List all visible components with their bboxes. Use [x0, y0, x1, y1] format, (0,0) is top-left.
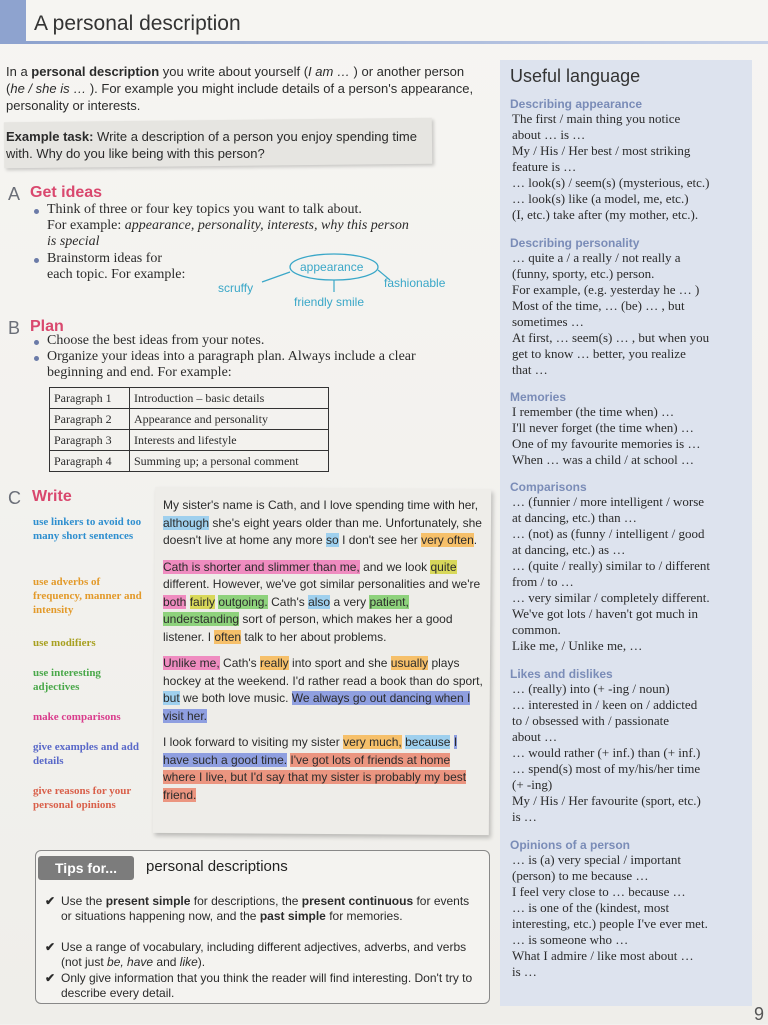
table-row [50, 451, 329, 472]
highlight-linker: so [326, 533, 339, 547]
tip-3 [45, 971, 475, 1001]
essay-text: My sister's name is Cath, and I love spending time with her, [163, 498, 479, 512]
table-row [50, 409, 329, 430]
section-a-letter: A [8, 184, 21, 204]
tip-italic: be, have [107, 955, 154, 969]
tip-italic: like [179, 955, 198, 969]
bullet-text: beginning and end. For example: [47, 365, 232, 380]
ul-category-opinions: Opinions of a person [510, 838, 631, 852]
essay-text: we both love music. [179, 691, 292, 705]
example-task-label: Example task: [6, 129, 94, 144]
section-c-title: Write [32, 488, 72, 505]
essay-text: . [473, 533, 478, 547]
check-icon: ✔ [45, 894, 56, 908]
table-cell: Paragraph 3 [50, 430, 130, 451]
highlight-linker: because [405, 735, 451, 749]
bullet-text: Brainstorm ideas for [47, 251, 163, 266]
highlight-adverb: often [214, 629, 242, 644]
intro-paragraph [6, 63, 476, 114]
tips-title: personal descriptions [146, 858, 288, 875]
tip-bold: present simple [105, 894, 191, 908]
highlight-modifier: fairly [189, 594, 216, 609]
bullet-text: Think of three or four key topics you want to talk about. [47, 202, 362, 217]
tip-text: ). [197, 955, 206, 969]
intro-italic: I am … [308, 64, 350, 79]
essay-text: into sport and she [288, 656, 391, 670]
section-a-title: Get ideas [30, 184, 103, 201]
section-b-title: Plan [30, 318, 64, 335]
intro-text: In a [6, 64, 32, 79]
table-row [50, 430, 329, 451]
example-task [6, 128, 426, 162]
tip-bold: past simple [259, 909, 326, 923]
highlight-adjective: outgoing. [218, 594, 268, 609]
table-cell: Paragraph 2 [50, 409, 130, 430]
intro-text: ). For example you might include details of a person's appearance, personality or interests. [6, 81, 474, 113]
bullet-dot [34, 340, 39, 345]
section-b-bullet-1: Choose the best ideas from your notes. [47, 333, 265, 348]
tip-bold: present continuous [301, 894, 414, 908]
sample-essay [163, 497, 485, 813]
mindmap-left: scruffy [218, 281, 254, 295]
mindmap-line-left [262, 272, 290, 282]
highlight-adjective: patient, understanding [163, 594, 409, 626]
highlight-example: I have such a good time. [163, 735, 458, 767]
highlight-example: We always go out dancing when I visit her. [163, 691, 471, 723]
check-icon: ✔ [45, 940, 56, 954]
highlight-linker: although [163, 515, 210, 530]
linker-note-linkers: use linkers to avoid too many short sentences [33, 516, 142, 542]
ul-category-personality: Describing personality [510, 236, 640, 250]
highlight-reason: I've got lots of friends at home where I live, but I'd say that my sister is probably my best friend. [163, 752, 467, 802]
ul-phrases-appearance: The first / main thing you notice about … is … My / His / Her best / most striking feature is … … look(s) / seem(s) (mysterious, etc.) … look(s) like (a model, me, etc.) (I, etc.) take after (my mother, etc.). [512, 111, 710, 222]
highlight-modifier: quite [430, 559, 457, 574]
table-row [50, 388, 329, 409]
ul-phrases-memories: I remember (the time when) … I'll never forget (the time when) … One of my favourite memories is … When … was a child / at school … [512, 404, 701, 467]
section-c-letter: C [8, 488, 21, 508]
essay-paragraph-3 [163, 655, 485, 725]
table-cell: Paragraph 4 [50, 451, 130, 472]
tip-text: Only give information that you think the reader will find interesting. Don't try to describe every detail. [61, 971, 473, 1000]
section-b-bullet-2 [47, 349, 487, 381]
bullet-italic: appearance, personality, interests, why this person [124, 218, 409, 233]
table-cell: Introduction – basic details [130, 388, 329, 409]
highlight-adverb: very much, [343, 735, 402, 749]
essay-paragraph-2 [163, 559, 485, 647]
table-cell: Summing up; a personal comment [130, 451, 329, 472]
essay-paragraph-4 [163, 734, 485, 804]
highlight-comparison: both [163, 594, 187, 609]
tip-text: for descriptions, the [190, 894, 302, 908]
title-accent [0, 0, 26, 44]
ul-phrases-opinions: … is (a) very special / important (person) to me because … I feel very close to … because … … is one of the (kindest, most interesting, etc.) people I've ever met. … is someone who … What I admire / like most about … is … [512, 852, 708, 979]
essay-text: she's eight years older than me. Unfortunately, she doesn't live at home any more [163, 515, 482, 547]
highlight-comparison: Unlike me, [163, 656, 220, 670]
section-b-letter: B [8, 318, 21, 338]
bullet-text: Organize your ideas into a paragraph plan. Always include a clear [47, 349, 416, 364]
bullet-dot [34, 258, 39, 263]
ul-phrases-comparisons: … (funnier / more intelligent / worse at dancing, etc.) than … … (not) as (funny / intelligent / good at dancing, etc.) as … … (quite / really) similar to / different from / to … … very similar / completely different. We've got lots / haven't got much in common. Like me, / Unlike me, … [512, 494, 710, 653]
essay-text: I don't see her [338, 533, 422, 547]
linker-note-adjectives: use interesting adjectives [33, 667, 101, 693]
ul-category-comparisons: Comparisons [510, 480, 587, 494]
table-cell: Paragraph 1 [50, 388, 130, 409]
linker-note-modifiers: use modifiers [33, 637, 96, 649]
bullet-text: For example: [47, 218, 125, 233]
tips-tag: Tips for... [38, 856, 134, 880]
ul-category-appearance: Describing appearance [510, 97, 643, 111]
highlight-adverb: usually [390, 656, 429, 670]
table-cell: Appearance and personality [130, 409, 329, 430]
page-number: 9 [754, 1004, 765, 1024]
tip-text: for events or situations happening now, and the [61, 894, 470, 923]
bullet-italic: is special [47, 234, 100, 249]
paragraph-plan-table [49, 387, 329, 472]
intro-bold: personal description [31, 64, 160, 79]
ul-phrases-personality: … quite a / a really / not really a (funny, sporty, etc.) person. For example, (e.g. yesterday he … ) Most of the time, … (be) … , but sometimes … At first, … seem(s) … , but when you get to know … better, you realize that … [512, 250, 710, 377]
tip-text: for memories. [325, 909, 403, 923]
title-bar [0, 0, 768, 44]
bullet-text: each topic. For example: [47, 267, 186, 282]
mindmap-center: appearance [300, 260, 364, 274]
useful-language-title: Useful language [510, 66, 641, 86]
linker-note-comparisons: make comparisons [33, 711, 121, 723]
tip-2 [45, 940, 475, 970]
mindmap-right: fashionable [384, 276, 446, 290]
tip-1 [45, 894, 475, 924]
essay-text: different. However, we've got similar personalities and we're [163, 577, 481, 591]
intro-italic: he / she is … [10, 81, 87, 96]
table-cell: Interests and lifestyle [130, 430, 329, 451]
essay-paragraph-1 [163, 497, 485, 550]
essay-text: plays hockey at the weekend. I'd rather read a book than do sport, [163, 656, 483, 688]
linker-note-reasons: give reasons for your personal opinions [33, 785, 132, 811]
mindmap-bottom: friendly smile [294, 295, 365, 309]
essay-text: Cath's [219, 656, 260, 670]
bullet-dot [34, 356, 39, 361]
highlight-comparison: Cath is shorter and slimmer than me, [163, 559, 360, 574]
essay-text: and we look [359, 559, 431, 574]
essay-text: a very [330, 594, 370, 609]
intro-text: you write about yourself ( [159, 64, 309, 79]
linker-note-adverbs: use adverbs of frequency, manner and intensity [33, 576, 142, 616]
title-underline [26, 41, 768, 44]
check-icon: ✔ [45, 971, 56, 985]
highlight-adverb: really [260, 656, 289, 670]
essay-text: I look forward to visiting my sister [163, 735, 344, 749]
page-title: A personal description [34, 12, 241, 35]
section-a-bullet-2 [47, 251, 227, 283]
essay-text: Cath's [267, 594, 309, 609]
bullet-dot [34, 209, 39, 214]
section-a-bullet-1 [47, 202, 467, 250]
highlight-linker: also [308, 594, 331, 609]
highlight-linker: but [163, 691, 180, 705]
tip-text: Use the [61, 894, 106, 908]
tip-text: Use a range of vocabulary, including different adjectives, adverbs, and verbs (not just [61, 940, 467, 969]
linker-note-examples: give examples and add details [33, 741, 140, 767]
tip-text: and [153, 955, 180, 969]
essay-text: sort of person, which makes her a good listener. I [163, 612, 453, 644]
ul-phrases-likes: … (really) into (+ -ing / noun) … interested in / keen on / addicted to / obsessed with / passionate about … … would rather (+ inf.) than (+ inf.) … spend(s) most of my/his/her time (+ -ing) My / His / Her favourite (sport, etc.) is … [512, 681, 701, 824]
ul-category-memories: Memories [510, 390, 567, 404]
highlight-adverb: very often [421, 533, 474, 547]
ul-category-likes: Likes and dislikes [510, 667, 613, 681]
intro-text: ) or another person ( [6, 64, 465, 96]
example-task-text: Write a description of a person you enjoy spending time with. Why do you like being with this person? [6, 129, 417, 161]
essay-text: talk to her about problems. [241, 629, 387, 644]
